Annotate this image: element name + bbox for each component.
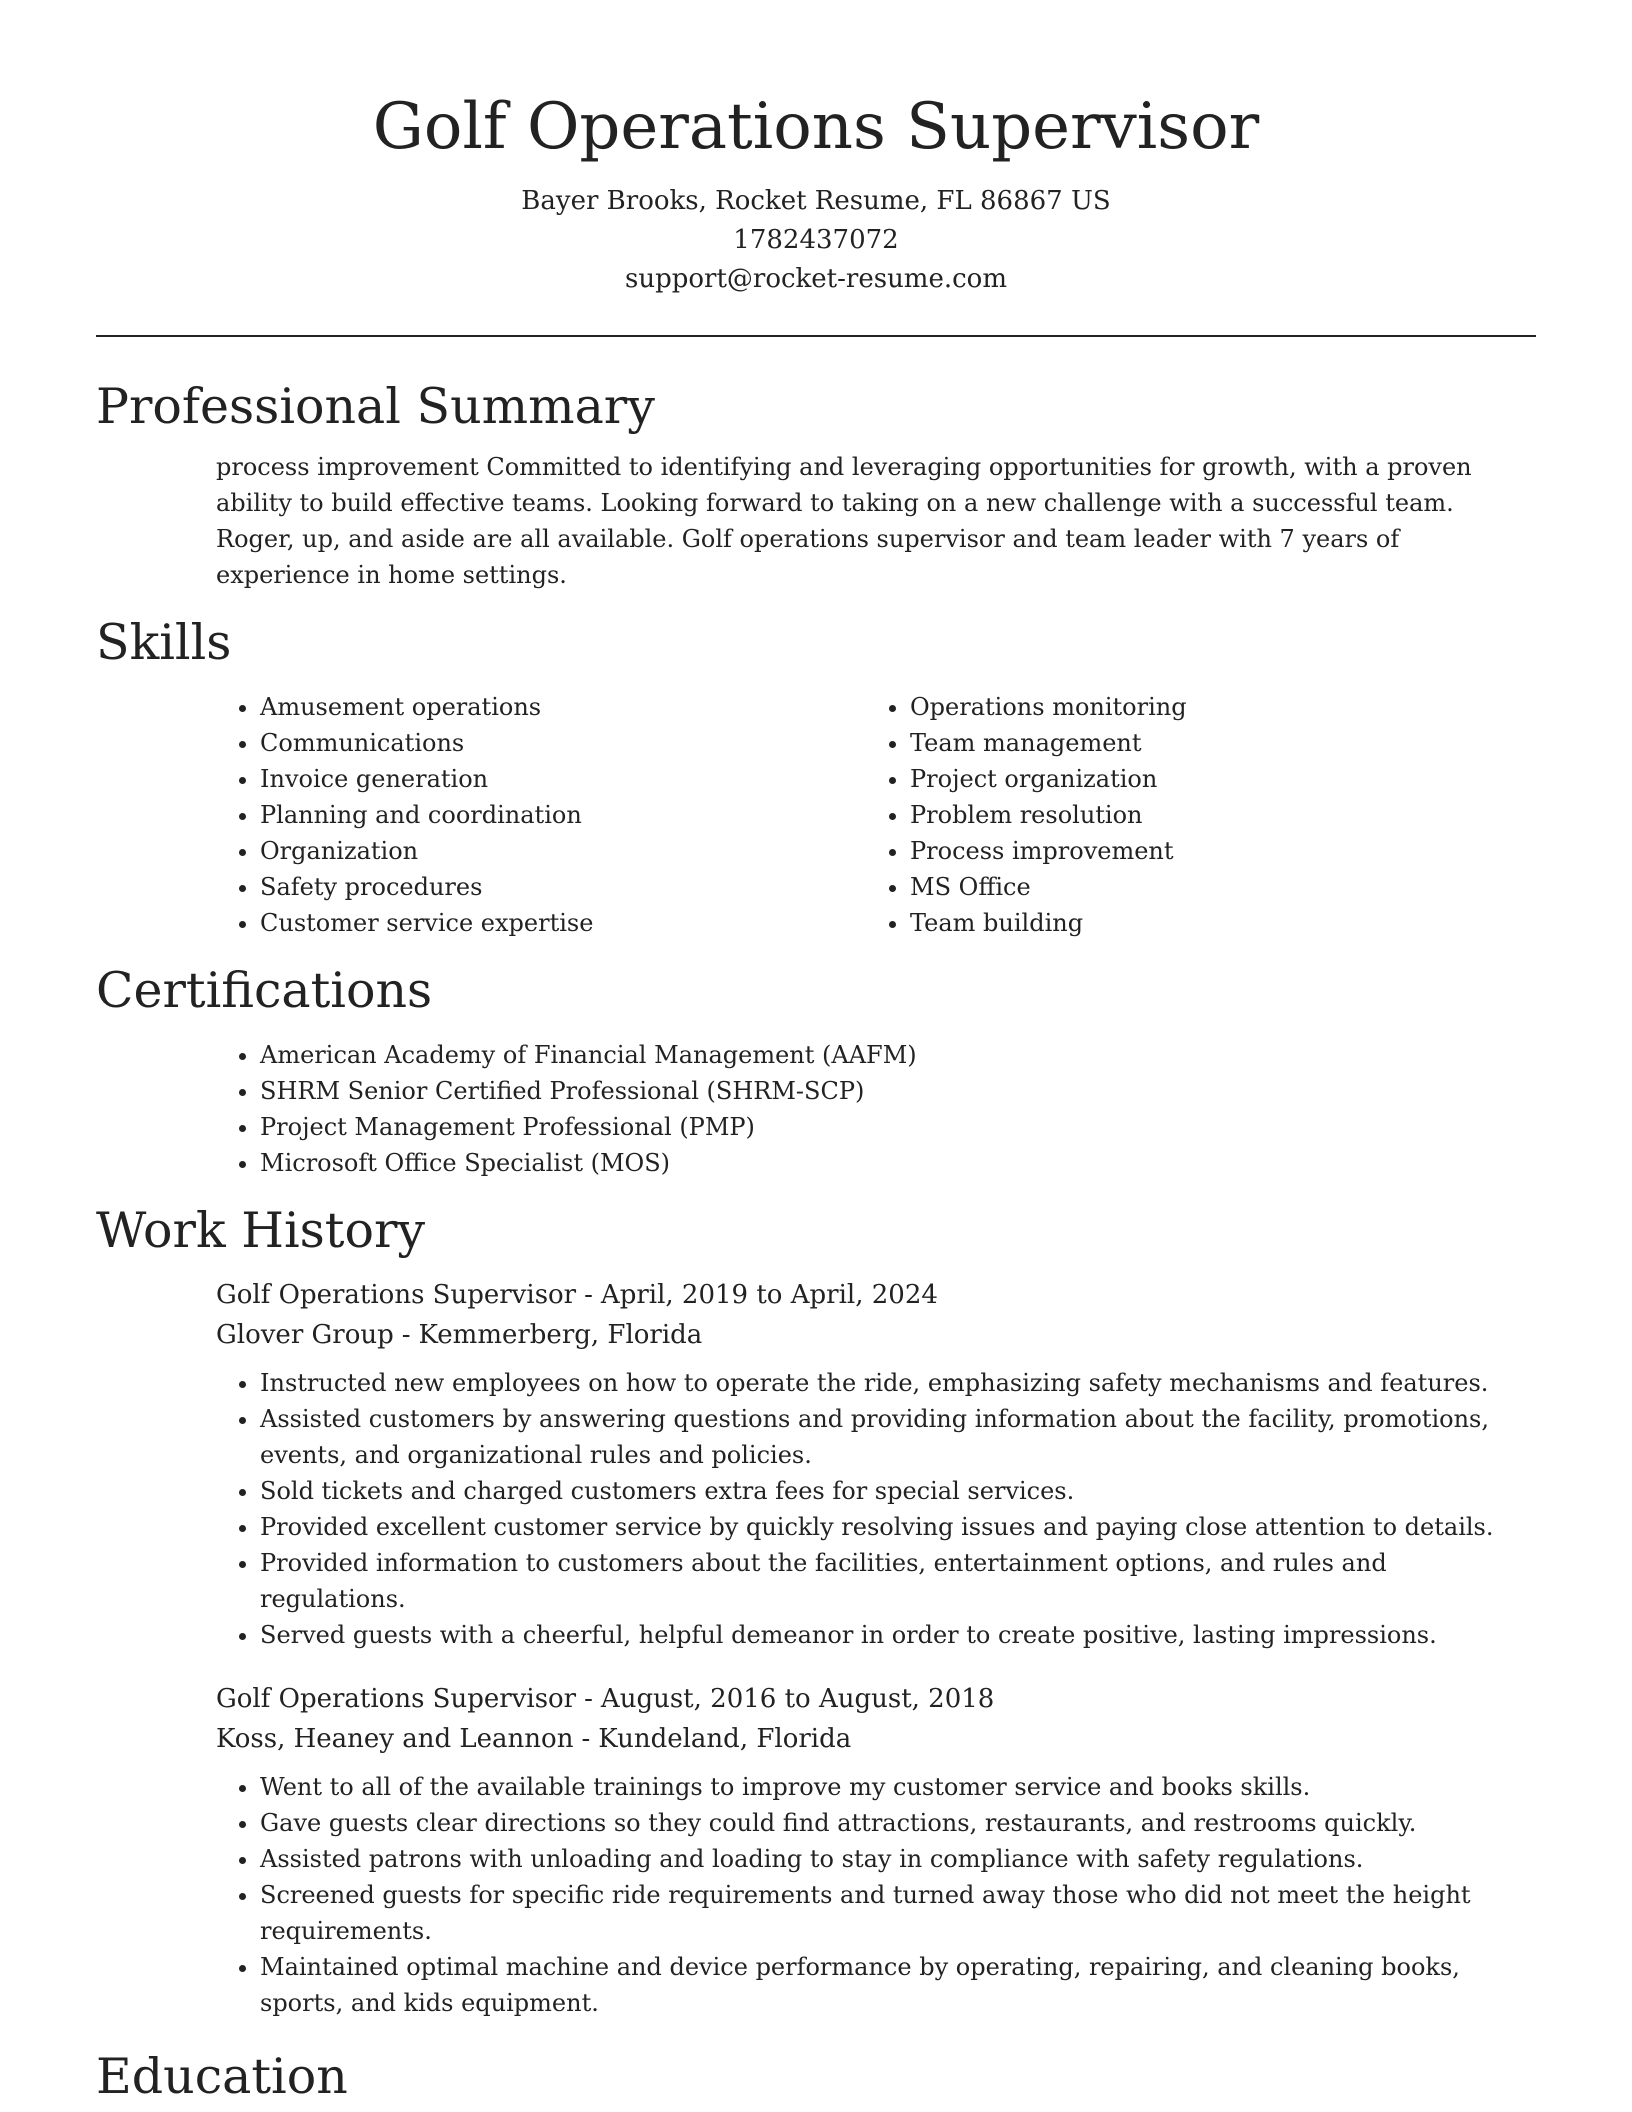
contact-info <box>96 182 1536 299</box>
summary-heading: Professional Summary <box>96 378 655 435</box>
skill-item: • Project organization <box>910 761 1516 797</box>
summary-text: process improvement Committed to identifying and leveraging opportunities for growth, with a proven ability to build effective teams. Looking forward to taking on a new challenge with a successful team. Roger, up, and aside are all available. Golf operations supervisor and team leader with 7 years of experience in home settings. <box>216 453 1472 589</box>
job-title-line <box>216 1679 1536 1719</box>
resume-header <box>96 0 1536 299</box>
job-company-line <box>216 1719 1536 1759</box>
education-heading: Education <box>96 2048 348 2105</box>
skill-item: • MS Office <box>910 869 1516 905</box>
skills-list-right <box>866 689 1516 941</box>
skill-item: • Team management <box>910 725 1516 761</box>
skill-item: • Planning and coordination <box>260 797 866 833</box>
certifications-list <box>216 1037 1536 1181</box>
job-separator: - <box>581 1724 591 1754</box>
skill-item: • Amusement operations <box>260 689 866 725</box>
job-title-line <box>216 1275 1536 1315</box>
skill-item: • Customer service expertise <box>260 905 866 941</box>
skill-item: • Problem resolution <box>910 797 1516 833</box>
summary-section <box>216 449 1536 593</box>
job-duties-list <box>216 1769 1536 2021</box>
job-duty: • Went to all of the available trainings to improve my customer service and books skills. <box>260 1769 1536 1805</box>
skill-item: • Invoice generation <box>260 761 866 797</box>
job-role: Golf Operations Supervisor <box>216 1684 577 1714</box>
job-duty: • Provided excellent customer service by quickly resolving issues and paying close attention to details. <box>260 1509 1536 1545</box>
job-company: Glover Group <box>216 1320 394 1350</box>
resume-page <box>96 0 1536 2109</box>
job-duty: • Sold tickets and charged customers extra fees for special services. <box>260 1473 1536 1509</box>
job-entry <box>216 1275 1536 1653</box>
skill-item: • Process improvement <box>910 833 1516 869</box>
contact-email[interactable]: support@rocket-resume.com <box>624 264 1007 294</box>
job-dates: April, 2019 to April, 2024 <box>600 1280 938 1310</box>
header-divider <box>96 335 1536 337</box>
job-separator: - <box>584 1684 593 1714</box>
job-entry <box>216 1679 1536 2021</box>
job-duty: • Assisted customers by answering questions and providing information about the facility, promotions, events, and organizational rules and policies. <box>260 1401 1536 1473</box>
skill-item: • Safety procedures <box>260 869 866 905</box>
skills-list-left <box>216 689 866 941</box>
job-duty: • Maintained optimal machine and device performance by operating, repairing, and cleaning books, sports, and kids equipment. <box>260 1949 1536 2021</box>
skill-item: • Team building <box>910 905 1516 941</box>
skills-heading: Skills <box>96 614 232 671</box>
job-duties-list <box>216 1365 1536 1653</box>
job-location: Kemmerberg, Florida <box>418 1320 703 1350</box>
job-dates: August, 2016 to August, 2018 <box>600 1684 995 1714</box>
certification-item: • Project Management Professional (PMP) <box>260 1109 1536 1145</box>
skills-section <box>216 689 1536 941</box>
job-duty: • Provided information to customers about the facilities, entertainment options, and rules and regulations. <box>260 1545 1536 1617</box>
certification-item: • American Academy of Financial Management (AAFM) <box>260 1037 1536 1073</box>
contact-phone: 1782437072 <box>733 225 899 255</box>
resume-name: Golf Operations Supervisor <box>372 90 1260 164</box>
certification-item: • SHRM Senior Certified Professional (SHRM-SCP) <box>260 1073 1536 1109</box>
certifications-section <box>216 1037 1536 1181</box>
contact-address: Bayer Brooks, Rocket Resume, FL 86867 US <box>521 186 1111 216</box>
certifications-heading: Certifications <box>96 962 433 1019</box>
job-company: Koss, Heaney and Leannon <box>216 1724 574 1754</box>
job-separator: - <box>401 1320 411 1350</box>
job-role: Golf Operations Supervisor <box>216 1280 577 1310</box>
skill-item: • Operations monitoring <box>910 689 1516 725</box>
job-duty: • Screened guests for specific ride requirements and turned away those who did not meet the height requirements. <box>260 1877 1536 1949</box>
work-history-section <box>216 1275 1536 2021</box>
job-location: Kundeland, Florida <box>598 1724 852 1754</box>
skill-item: • Organization <box>260 833 866 869</box>
job-duty: • Gave guests clear directions so they could find attractions, restaurants, and restrooms quickly. <box>260 1805 1536 1841</box>
job-company-line <box>216 1315 1536 1355</box>
job-separator: - <box>584 1280 593 1310</box>
skill-item: • Communications <box>260 725 866 761</box>
job-duty: • Assisted patrons with unloading and loading to stay in compliance with safety regulations. <box>260 1841 1536 1877</box>
skills-column-left <box>216 689 866 941</box>
certification-item: • Microsoft Office Specialist (MOS) <box>260 1145 1536 1181</box>
work-history-heading: Work History <box>96 1202 426 1259</box>
job-duty: • Served guests with a cheerful, helpful demeanor in order to create positive, lasting impressions. <box>260 1617 1536 1653</box>
job-duty: • Instructed new employees on how to operate the ride, emphasizing safety mechanisms and features. <box>260 1365 1536 1401</box>
skills-column-right <box>866 689 1516 941</box>
